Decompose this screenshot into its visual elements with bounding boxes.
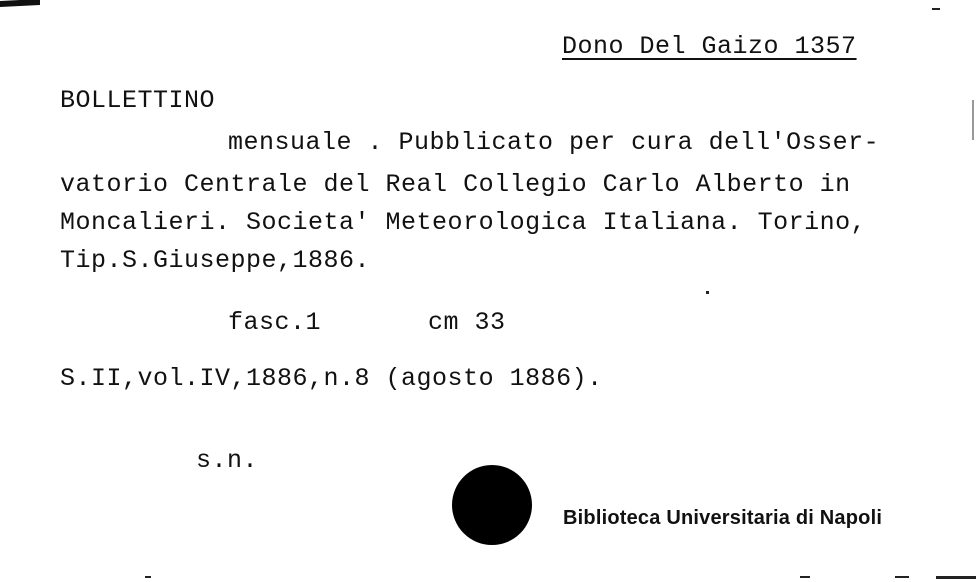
library-stamp: Biblioteca Universitaria di Napoli <box>563 507 883 529</box>
card-corner-mark <box>0 0 40 7</box>
speck <box>706 291 709 294</box>
donation-note: Dono Del Gaizo 1357 <box>562 32 857 61</box>
holdings: S.II,vol.IV,1886,n.8 (agosto 1886). <box>60 364 603 393</box>
speck <box>936 576 976 579</box>
body-line-3: Moncalieri. Societa' Meteorologica Italiana. Torino, <box>60 208 867 237</box>
fascicle: fasc.1 <box>228 308 322 337</box>
body-line-4: Tip.S.Giuseppe,1886. <box>60 246 371 275</box>
card-heading: BOLLETTINO <box>60 86 216 115</box>
body-line-2: vatorio Centrale del Real Collegio Carlo Alberto in <box>60 170 851 199</box>
punch-hole <box>452 465 532 545</box>
edge-mark <box>972 100 974 140</box>
sn-note: s.n. <box>196 446 259 475</box>
speck <box>932 8 940 10</box>
speck <box>800 576 810 578</box>
body-line-1: mensuale . Pubblicato per cura dell'Osser- <box>228 128 880 157</box>
speck <box>145 576 151 578</box>
size: cm 33 <box>428 308 506 337</box>
speck <box>895 576 909 578</box>
